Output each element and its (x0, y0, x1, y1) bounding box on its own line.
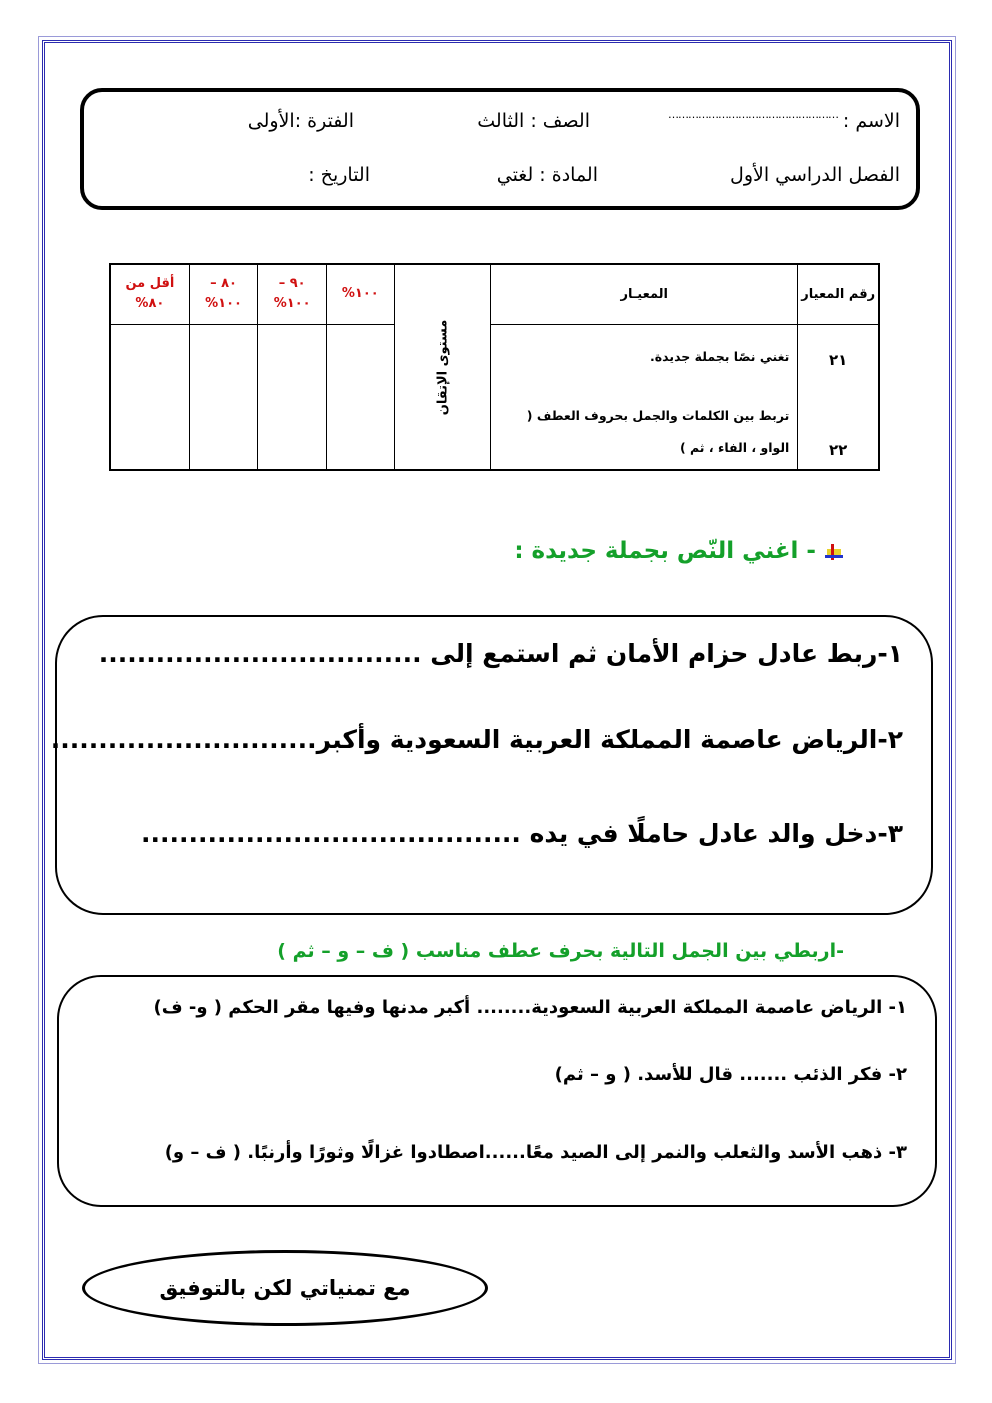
section2-box (57, 975, 937, 1207)
header-pct-less: أقل من ٨٠% (110, 264, 189, 324)
header-pct-80: ٨٠ – ١٠٠% (189, 264, 258, 324)
grade-label: الصف : الثالث (477, 110, 590, 132)
period-label: الفترة :الأولى (247, 110, 354, 132)
score-cell[interactable] (258, 324, 327, 470)
semester-label: الفصل الدراسي الأول (730, 164, 900, 186)
criterion-numbers (798, 324, 879, 470)
closing-message: مع تمنياتي لكن بالتوفيق (82, 1250, 488, 1326)
score-cell[interactable] (326, 324, 394, 470)
criterion-texts (491, 324, 798, 470)
question-item: ٢-الرياض عاصمة المملكة العربية السعودية وأكبر............................ (50, 725, 903, 754)
bullet-icon (824, 543, 844, 561)
header-pct-100: ١٠٠% (326, 264, 394, 324)
section2-title: -اربطي بين الجمل التالية بحرف عطف مناسب ( ف – و – ثم ) (277, 940, 844, 962)
header-pct-90: ٩٠ – ١٠٠% (258, 264, 327, 324)
section1-box (50, 615, 933, 915)
score-cell[interactable] (110, 324, 189, 470)
score-cell[interactable] (189, 324, 258, 470)
name-field[interactable]: …………………………………………… (668, 108, 838, 121)
criterion-number: ٢٢ (829, 440, 848, 459)
question-item: ٣- ذهب الأسد والثعلب والنمر إلى الصيد معًا......اصطادوا غزالًا وثورًا وأرنبًا. ( ف – و) (164, 1142, 907, 1163)
question-item: ١-ربط عادل حزام الأمان ثم استمع إلى .................................. (98, 639, 903, 668)
name-label: الاسم : (842, 110, 900, 132)
header-level: مستوى الإتقان (394, 264, 491, 470)
question-item: ٣-دخل والد عادل حاملًا في يده ........................................ (141, 819, 903, 848)
question-item: ٢- فكر الذئب ....... قال للأسد. ( و – ثم) (554, 1064, 907, 1085)
header-criterion: المعيـار (491, 264, 798, 324)
student-info-box (80, 88, 920, 210)
criterion-text: تربط بين الكلمات والجمل بحروف العطف ( الواو ، الفاء ، ثم ) (526, 407, 790, 455)
date-label: التاريخ : (308, 164, 370, 186)
header-number: رقم المعيار (798, 264, 879, 324)
question-item: ١- الرياض عاصمة المملكة العربية السعودية........ أكبر مدنها وفيها مقر الحكم ( و- ف) (153, 997, 907, 1018)
subject-label: المادة : لغتي (496, 164, 598, 186)
section1-title: - اغني النّص بجملة جديدة : (514, 538, 844, 564)
criterion-number: ٢١ (829, 350, 848, 369)
criterion-text: تغني نصًا بجملة جديدة. (650, 348, 790, 364)
criteria-table (109, 263, 880, 471)
